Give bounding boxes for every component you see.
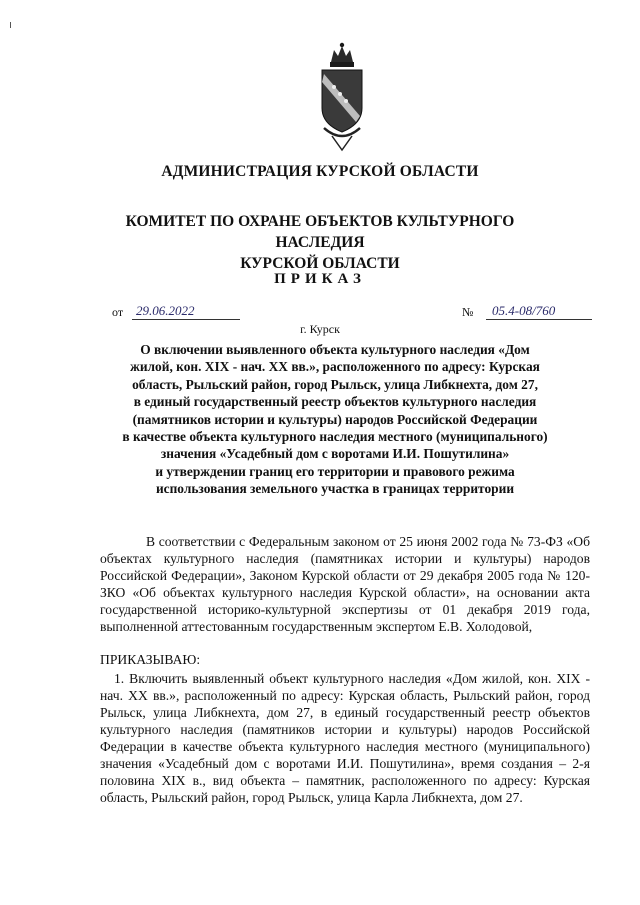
order-subject bbox=[100, 341, 570, 498]
document-type: ПРИКАЗ bbox=[274, 271, 366, 287]
order-date: 29.06.2022 bbox=[132, 303, 240, 320]
preamble-paragraph: В соответствии с Федеральным законом от 25 июня 2002 года № 73-ФЗ «Об объектах культурного наследия (памятниках истории и культуры) народов Российской Федерации», Законом Курской области от 29 декабря 2005 года № 120-ЗКО «Об объектах культурного наследия Курской области», на основании акта государственной историко-культурной экспертизы от 01 декабря 2019 года, выполненной аттестованным государственным экспертом Е.В. Холодовой, bbox=[100, 534, 590, 634]
order-number: 05.4-08/760 bbox=[486, 303, 592, 320]
command-word: ПРИКАЗЫВАЮ: bbox=[100, 652, 201, 667]
subject-line: О включении выявленного объекта культурного наследия «Дом bbox=[140, 342, 530, 357]
clause-1-paragraph: 1. Включить выявленный объект культурного наследия «Дом жилой, кон. XIX - нач. XX вв.», расположенный по адресу: Курская область, Рыльский район, город Рыльск, улица Либкнехта, дом 27, в единый государственный реестр объектов культурного наследия (памятников истории и культуры) народов Российской Федерации в качестве объекта культурного наследия местного (муниципального) значения «Усадебный дом с воротами И.И. Пошутилина», время создания – 2-я половина XIX в., вид объекта – памятник, расположенного по адресу: Курская область, Рыльский район, город Рыльск, улица Карла Либкнехта, дом 27. bbox=[100, 671, 590, 805]
committee-title-line2: КУРСКОЙ ОБЛАСТИ bbox=[240, 255, 400, 272]
subject-line: и утверждении границ его территории и правового режима bbox=[155, 463, 515, 479]
date-number-row bbox=[112, 303, 556, 323]
subject-line: в единый государственный реестр объектов культурного наследия bbox=[133, 394, 537, 410]
subject-line: (памятников истории и культуры) народов Российской Федерации bbox=[132, 411, 538, 427]
administration-title: АДМИНИСТРАЦИЯ КУРСКОЙ ОБЛАСТИ bbox=[161, 163, 479, 180]
scan-artifact bbox=[10, 22, 11, 28]
subject-line: использования земельного участка в границах территории bbox=[155, 481, 515, 497]
city: г. Курск bbox=[300, 322, 340, 336]
coat-of-arms-icon bbox=[318, 40, 366, 152]
committee-title-line1: КОМИТЕТ ПО ОХРАНЕ ОБЪЕКТОВ КУЛЬТУРНОГО НАСЛЕДИЯ bbox=[125, 213, 515, 251]
date-label: от bbox=[112, 305, 124, 319]
subject-line: значения «Усадебный дом с воротами И.И. Пошутилина» bbox=[160, 446, 510, 462]
committee-title bbox=[80, 211, 560, 274]
subject-line: жилой, кон. XIX - нач. XX вв.», расположенного по адресу: Курская bbox=[130, 359, 540, 375]
subject-line: в качестве объекта культурного наследия местного (муниципального) bbox=[122, 429, 548, 445]
subject-line: область, Рыльский район, город Рыльск, улица Либкнехта, дом 27, bbox=[132, 376, 538, 392]
number-label: № bbox=[462, 305, 474, 319]
